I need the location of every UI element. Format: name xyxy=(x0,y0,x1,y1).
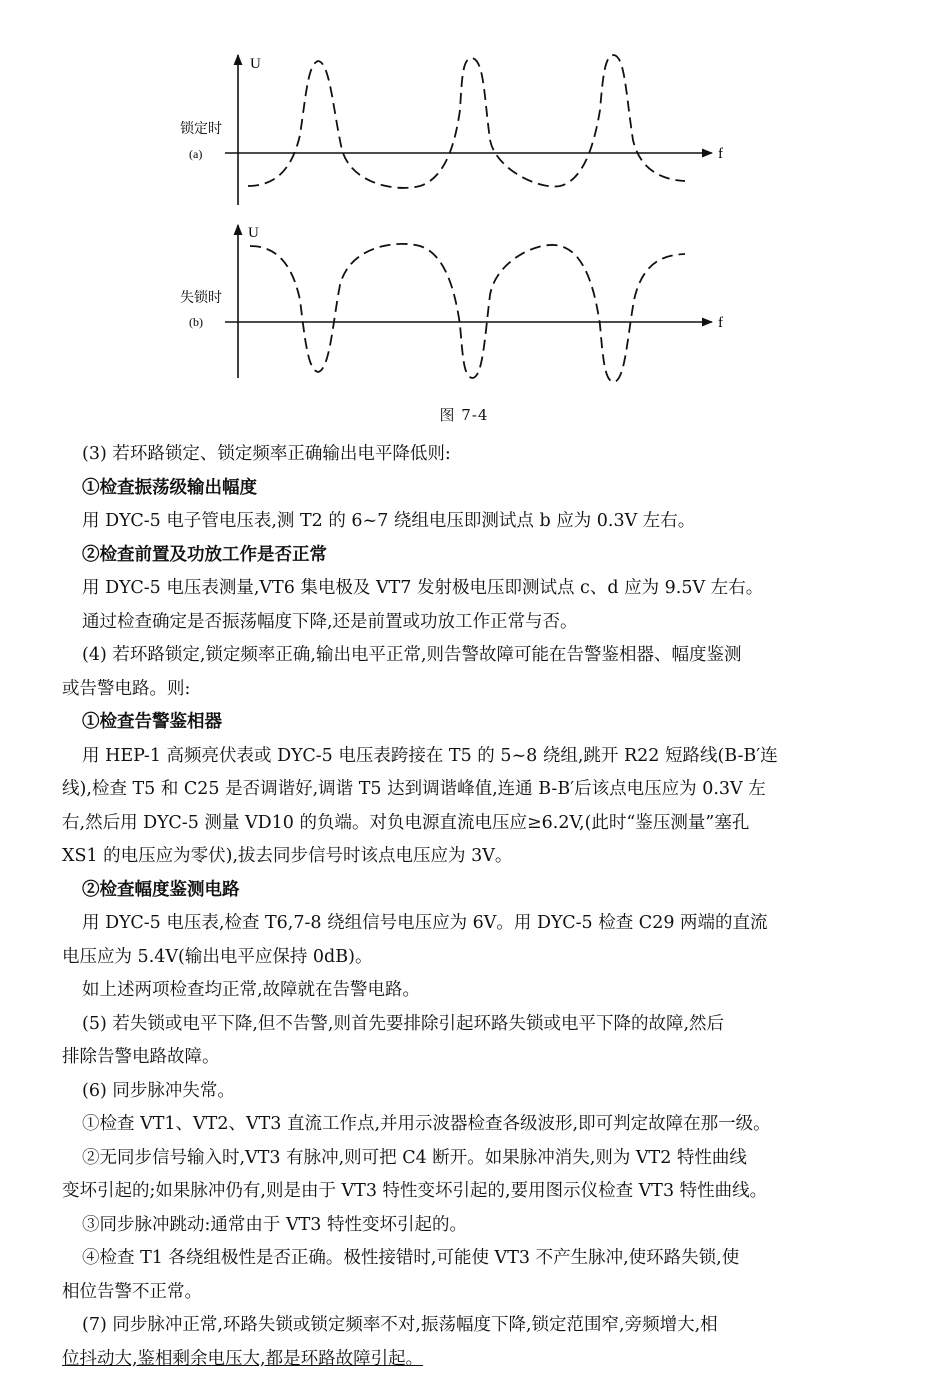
text-line: 右,然后用 DYC-5 测量 VD10 的负端。对负电源直流电压应≥6.2V,(此时“鉴压测量”塞孔 xyxy=(62,807,892,841)
text-line: (5) 若失锁或电平下降,但不告警,则首先要排除引起环路失锁或电平下降的故障,然后 xyxy=(62,1008,892,1042)
panel-a-waveform xyxy=(248,55,685,188)
text-line: ①检查告警鉴相器 xyxy=(62,706,892,740)
waveform-figure xyxy=(0,0,928,400)
text-line: 排除告警电路故障。 xyxy=(62,1041,892,1075)
text-line: 用 DYC-5 电子管电压表,测 T2 的 6~7 绕组电压即测试点 b 应为 0.3V 左右。 xyxy=(62,505,892,539)
text-line: (7) 同步脉冲正常,环路失锁或锁定频率不对,振荡幅度下降,锁定范围窄,旁频增大,相 xyxy=(62,1309,892,1343)
text-line: ③同步脉冲跳动:通常由于 VT3 特性变坏引起的。 xyxy=(62,1209,892,1243)
figure-caption: 图 7-4 xyxy=(0,404,928,425)
waveform-diagram xyxy=(0,0,928,400)
panel-a-label: (a) xyxy=(189,147,202,161)
text-line: ②检查前置及功放工作是否正常 xyxy=(62,539,892,573)
panel-a-y-label: U xyxy=(250,56,261,72)
text-line: 或告警电路。则: xyxy=(62,673,892,707)
text-line: 位抖动大,鉴相剩余电压大,都是环路故障引起。 xyxy=(62,1343,892,1376)
text-line: 用 HEP-1 高频亮伏表或 DYC-5 电压表跨接在 T5 的 5~8 绕组,跳开 R22 短路线(B-B′连 xyxy=(62,740,892,774)
text-line: 变坏引起的;如果脉冲仍有,则是由于 VT3 特性变坏引起的,要用图示仪检查 VT3 特性曲线。 xyxy=(62,1175,892,1209)
panel-b-waveform xyxy=(250,244,685,382)
text-line: ②检查幅度鉴测电路 xyxy=(62,874,892,908)
text-line: ②无同步信号输入时,VT3 有脉冲,则可把 C4 断开。如果脉冲消失,则为 VT2 特性曲线 xyxy=(62,1142,892,1176)
text-line: 电压应为 5.4V(输出电平应保持 0dB)。 xyxy=(62,941,892,975)
text-line: 通过检查确定是否振荡幅度下降,还是前置或功放工作正常与否。 xyxy=(62,606,892,640)
panel-a-x-label: f xyxy=(718,146,723,162)
panel-b-x-label: f xyxy=(718,315,723,331)
text-line: 如上述两项检查均正常,故障就在告警电路。 xyxy=(62,974,892,1008)
text-line: 线),检查 T5 和 C25 是否调谐好,调谐 T5 达到调谐峰值,连通 B-B′后该点电压应为 0.3V 左 xyxy=(62,773,892,807)
text-line: (3) 若环路锁定、锁定频率正确输出电平降低则: xyxy=(62,438,892,472)
text-line: 相位告警不正常。 xyxy=(62,1276,892,1310)
text-line: 用 DYC-5 电压表测量,VT6 集电极及 VT7 发射极电压即测试点 c、d 应为 9.5V 左右。 xyxy=(62,572,892,606)
text-line: (6) 同步脉冲失常。 xyxy=(62,1075,892,1109)
panel-b-label: (b) xyxy=(189,315,203,329)
panel-b-y-label: U xyxy=(248,225,259,241)
text-line: (4) 若环路锁定,锁定频率正确,输出电平正常,则告警故障可能在告警鉴相器、幅度鉴测 xyxy=(62,639,892,673)
text-line: ④检查 T1 各绕组极性是否正确。极性接错时,可能使 VT3 不产生脉冲,使环路失锁,使 xyxy=(62,1242,892,1276)
panel-b-unlocked xyxy=(180,225,723,382)
panel-a-title: 锁定时 xyxy=(180,120,222,137)
text-line: ①检查振荡级输出幅度 xyxy=(62,472,892,506)
body-text xyxy=(62,438,892,1376)
text-line: ①检查 VT1、VT2、VT3 直流工作点,并用示波器检查各级波形,即可判定故障在那一级。 xyxy=(62,1108,892,1142)
text-line: XS1 的电压应为零伏),拔去同步信号时该点电压应为 3V。 xyxy=(62,840,892,874)
panel-b-title: 失锁时 xyxy=(180,289,222,306)
panel-a-locked xyxy=(180,55,723,205)
text-line: 用 DYC-5 电压表,检查 T6,7-8 绕组信号电压应为 6V。用 DYC-5 检查 C29 两端的直流 xyxy=(62,907,892,941)
